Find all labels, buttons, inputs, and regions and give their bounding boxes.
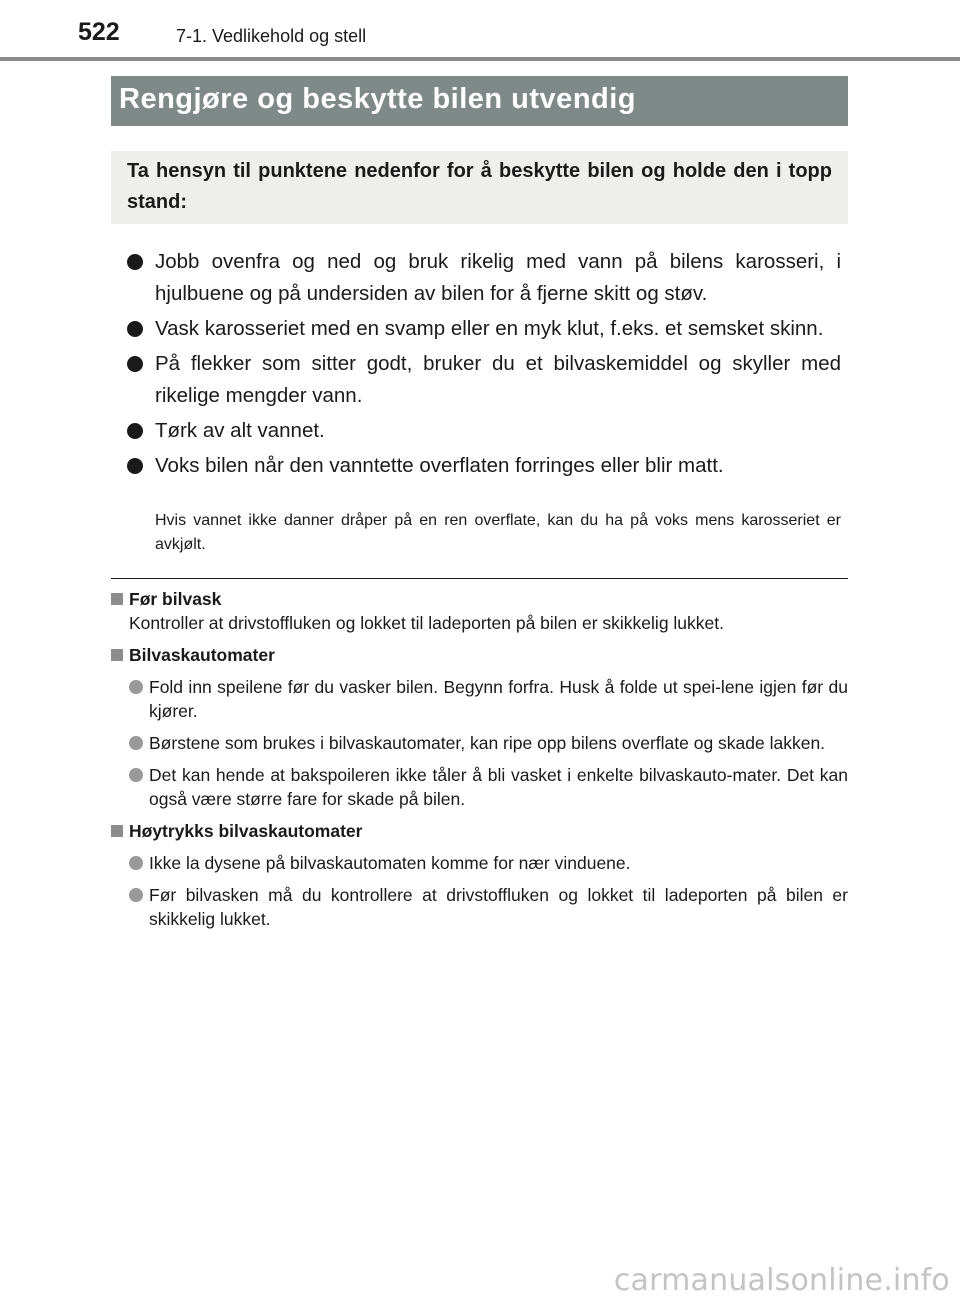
note-heading-text: Bilvaskautomater: [129, 645, 275, 665]
bullet-dot-icon: [127, 254, 143, 270]
note-heading: [111, 643, 848, 667]
header-divider: [0, 57, 960, 61]
page-number: 522: [78, 18, 120, 46]
gray-dot-icon: [129, 768, 143, 782]
bullet-dot-icon: [127, 356, 143, 372]
square-bullet-icon: [111, 825, 123, 837]
gray-dot-icon: [129, 680, 143, 694]
square-bullet-icon: [111, 649, 123, 661]
note-heading: [111, 587, 848, 611]
note-heading-text: Før bilvask: [129, 589, 222, 609]
note-item: [111, 731, 848, 755]
note-item: [111, 675, 848, 723]
bullet-text: På flekker som sitter godt, bruker du et bilvaskemiddel og skyller med rikelige mengder vann.: [155, 352, 841, 407]
page-header: [0, 0, 960, 60]
note-group: [111, 819, 848, 931]
note-item-text: Det kan hende at bakspoileren ikke tåler å bli vasket i enkelte bilvaskauto-mater. Det kan også være større fare for skade på bilen.: [149, 765, 848, 809]
note-item-text: Før bilvasken må du kontrollere at drivstoffluken og lokket til ladeporten på bilen er skikkelig lukket.: [149, 885, 848, 929]
bullet-text: Jobb ovenfra og ned og bruk rikelig med vann på bilens karosseri, i hjulbuene og på undersiden av bilen for å fjerne skitt og støv.: [155, 250, 841, 305]
note-item: [111, 763, 848, 811]
note-body: Kontroller at drivstoffluken og lokket til ladeporten på bilen er skikkelig lukket.: [129, 613, 724, 633]
note-item: [111, 883, 848, 931]
note-heading-text: Høytrykks bilvaskautomater: [129, 821, 363, 841]
bullet-text: Voks bilen når den vanntette overflaten forringes eller blir matt.: [155, 454, 724, 477]
bullet-text: Vask karosseriet med en svamp eller en myk klut, f.eks. et semsket skinn.: [155, 317, 824, 340]
bullet-dot-icon: [127, 423, 143, 439]
bullet-dot-icon: [127, 458, 143, 474]
bullet-item: [127, 450, 841, 482]
notes-section: [111, 587, 848, 939]
bullet-item: [127, 313, 841, 345]
bullet-dot-icon: [127, 321, 143, 337]
watermark: carmanualsonline.info: [613, 1263, 950, 1298]
bullet-text: Tørk av alt vannet.: [155, 419, 325, 442]
section-title: 7-1. Vedlikehold og stell: [176, 26, 367, 46]
intro-box: Ta hensyn til punktene nedenfor for å beskytte bilen og holde den i topp stand:: [111, 151, 848, 224]
note-group: [111, 643, 848, 811]
note-item: [111, 851, 848, 875]
note-item-text: Fold inn speilene før du vasker bilen. Begynn forfra. Husk å folde ut spei-lene igjen før du kjører.: [149, 677, 848, 721]
note-group: [111, 587, 848, 635]
gray-dot-icon: [129, 888, 143, 902]
bullet-item: [127, 348, 841, 412]
square-bullet-icon: [111, 593, 123, 605]
page-title: Rengjøre og beskytte bilen utvendig: [111, 76, 848, 126]
note-item-text: Børstene som brukes i bilvaskautomater, kan ripe opp bilens overflate og skade lakken.: [149, 733, 826, 753]
section-divider: [111, 578, 848, 579]
bullet-list: [127, 246, 841, 485]
note-item-text: Ikke la dysene på bilvaskautomaten komme for nær vinduene.: [149, 853, 631, 873]
gray-dot-icon: [129, 856, 143, 870]
gray-dot-icon: [129, 736, 143, 750]
bullet-note: Hvis vannet ikke danner dråper på en ren overflate, kan du ha på voks mens karosseriet er avkjølt.: [155, 512, 841, 553]
bullet-item: [127, 246, 841, 310]
bullet-item: [127, 415, 841, 447]
note-heading: [111, 819, 848, 843]
